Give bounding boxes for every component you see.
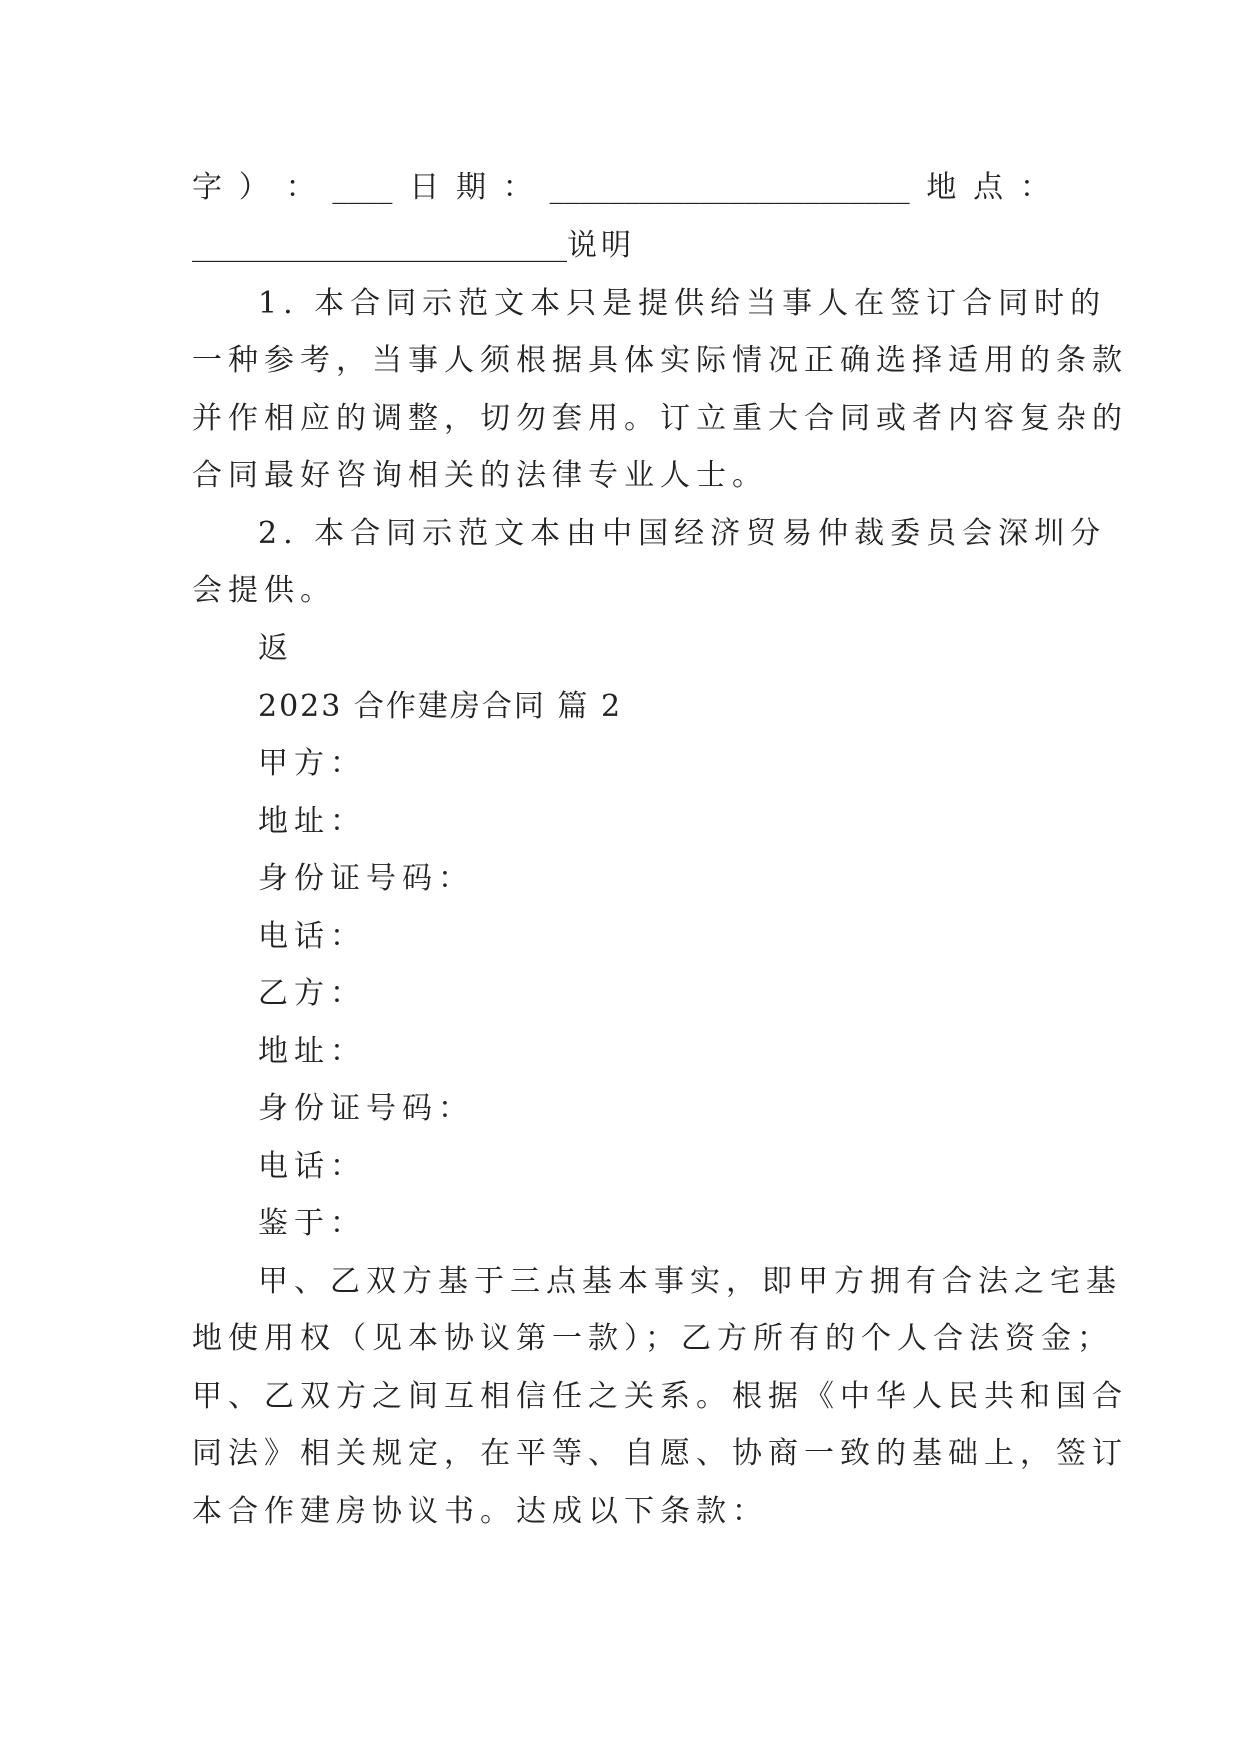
address-a-label: 地址： bbox=[258, 804, 366, 839]
para-1-line: 并作相应的调整，切勿套用。订立重大合同或者内容复杂的 bbox=[192, 401, 1128, 436]
para-3-line: 甲、乙双方基于三点基本事实，即甲方拥有合法之宅基 bbox=[258, 1264, 1122, 1299]
para-1-line: 合同最好咨询相关的法律专业人士。 bbox=[192, 458, 768, 493]
header-token: 期 bbox=[455, 170, 486, 205]
address-b-label: 地址： bbox=[258, 1034, 366, 1069]
header-blank-long: ________________________ bbox=[549, 170, 910, 205]
phone-a-label: 电话： bbox=[258, 919, 366, 954]
para-3-line: 地使用权（见本协议第一款）；乙方所有的个人合法资金； bbox=[192, 1321, 1113, 1356]
para-1-line: 一种参考，当事人须根据具体实际情况正确选择适用的条款 bbox=[192, 343, 1128, 378]
header-token: ） bbox=[238, 170, 269, 205]
explanation-heading: 说明 bbox=[567, 228, 635, 263]
para-3-line: 同法》相关规定，在平等、自愿、协商一致的基础上，签订 bbox=[192, 1436, 1128, 1471]
para-3-line: 甲、乙双方之间互相信任之关系。根据《中华人民共和国合 bbox=[192, 1379, 1128, 1414]
id-number-a-label: 身份证号码： bbox=[258, 861, 474, 896]
header-token: 字 bbox=[192, 170, 222, 205]
id-number-b-label: 身份证号码： bbox=[258, 1091, 474, 1126]
para-1-line: 1. 本合同示范文本只是提供给当事人在签订合同时的 bbox=[258, 286, 1107, 321]
location-line bbox=[192, 226, 1050, 266]
header-blank-short: ____ bbox=[332, 170, 393, 205]
party-a-label: 甲方： bbox=[258, 746, 366, 781]
header-token: ： bbox=[1019, 170, 1050, 205]
para-2-line: 会提供。 bbox=[192, 573, 336, 608]
back-link[interactable]: 返 bbox=[258, 631, 294, 666]
header-token: ： bbox=[285, 170, 316, 205]
header-token: 日 bbox=[409, 170, 440, 205]
party-b-label: 乙方： bbox=[258, 976, 366, 1011]
whereas-label: 鉴于： bbox=[258, 1206, 366, 1241]
location-blank: _________________________ bbox=[192, 228, 567, 263]
header-token: 地 bbox=[926, 170, 957, 205]
para-3-line: 本合作建房协议书。达成以下条款： bbox=[192, 1494, 768, 1529]
para-2-line: 2. 本合同示范文本由中国经济贸易仲裁委员会深圳分 bbox=[258, 516, 1107, 551]
signature-line bbox=[192, 168, 1050, 208]
header-token: 点 bbox=[973, 170, 1004, 205]
header-token: ： bbox=[502, 170, 533, 205]
contract-title: 2023 合作建房合同 篇 2 bbox=[258, 689, 623, 724]
phone-b-label: 电话： bbox=[258, 1149, 366, 1184]
